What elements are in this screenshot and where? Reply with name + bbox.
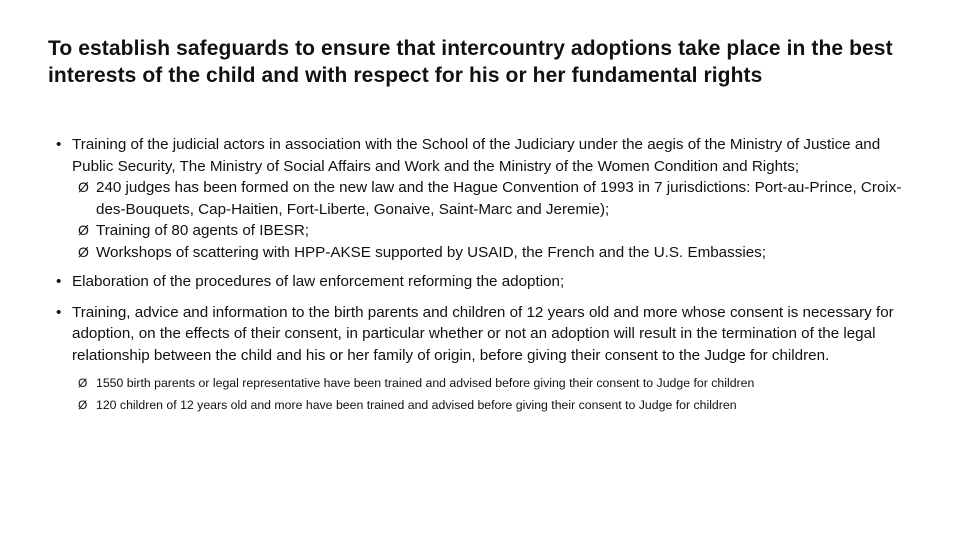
sub-bullet-item	[56, 220, 912, 242]
sub-list	[56, 372, 912, 416]
arrow-bullet-icon: Ø	[78, 376, 88, 390]
bullet-item	[56, 271, 912, 293]
arrow-bullet-icon: Ø	[78, 222, 89, 238]
bullet-text: Training, advice and information to the birth parents and children of 12 years old and more whose consent is necessary for adoption, on the effects of their consent, in particular whether or not an adoption will result in the termination of the legal relationship between the child and his or her family of origin, before giving their consent to the Judge for children.	[72, 303, 894, 364]
slide-title: To establish safeguards to ensure that intercountry adoptions take place in the best interests of the child and with respect for his or her fundamental rights	[48, 37, 893, 87]
bullet-icon: •	[56, 303, 62, 321]
sub-bullet-text: Training of 80 agents of IBESR;	[96, 222, 310, 239]
sub-bullet-text: 1550 birth parents or legal representative have been trained and advised before giving their consent to Judge for children	[96, 376, 755, 390]
bullet-icon: •	[56, 136, 62, 153]
bullet-text: Training of the judicial actors in association with the School of the Judiciary under the aegis of the Ministry of Justice and Public Security, The Ministry of Social Affairs and Work and the Ministry of the Women Condition and Rights;	[72, 136, 881, 175]
slide-content	[56, 134, 912, 416]
sub-bullet-text: Workshops of scattering with HPP-AKSE supported by USAID, the French and the U.S. Embassies;	[96, 243, 766, 261]
arrow-bullet-icon: Ø	[78, 179, 89, 195]
sub-bullet-text: 240 judges has been formed on the new law and the Hague Convention of 1993 in 7 jurisdictions: Port-au-Prince, Croix-des-Bouquets, Cap-Haitien, Fort-Liberte, Gonaive, Saint-Marc and Jeremie);	[96, 179, 902, 218]
arrow-bullet-icon: Ø	[78, 243, 89, 260]
sub-bullet-item	[56, 394, 912, 416]
sub-bullet-item	[56, 177, 912, 220]
bullet-text: Elaboration of the procedures of law enforcement reforming the adoption;	[72, 273, 565, 290]
arrow-bullet-icon: Ø	[78, 398, 88, 412]
sub-bullet-item	[56, 372, 912, 394]
bullet-icon: •	[56, 273, 62, 290]
sub-list	[56, 177, 912, 263]
bullet-item	[56, 134, 912, 177]
bullet-item	[56, 302, 912, 367]
sub-bullet-item	[56, 242, 912, 264]
sub-bullet-text: 120 children of 12 years old and more have been trained and advised before giving their consent to Judge for children	[96, 398, 737, 412]
